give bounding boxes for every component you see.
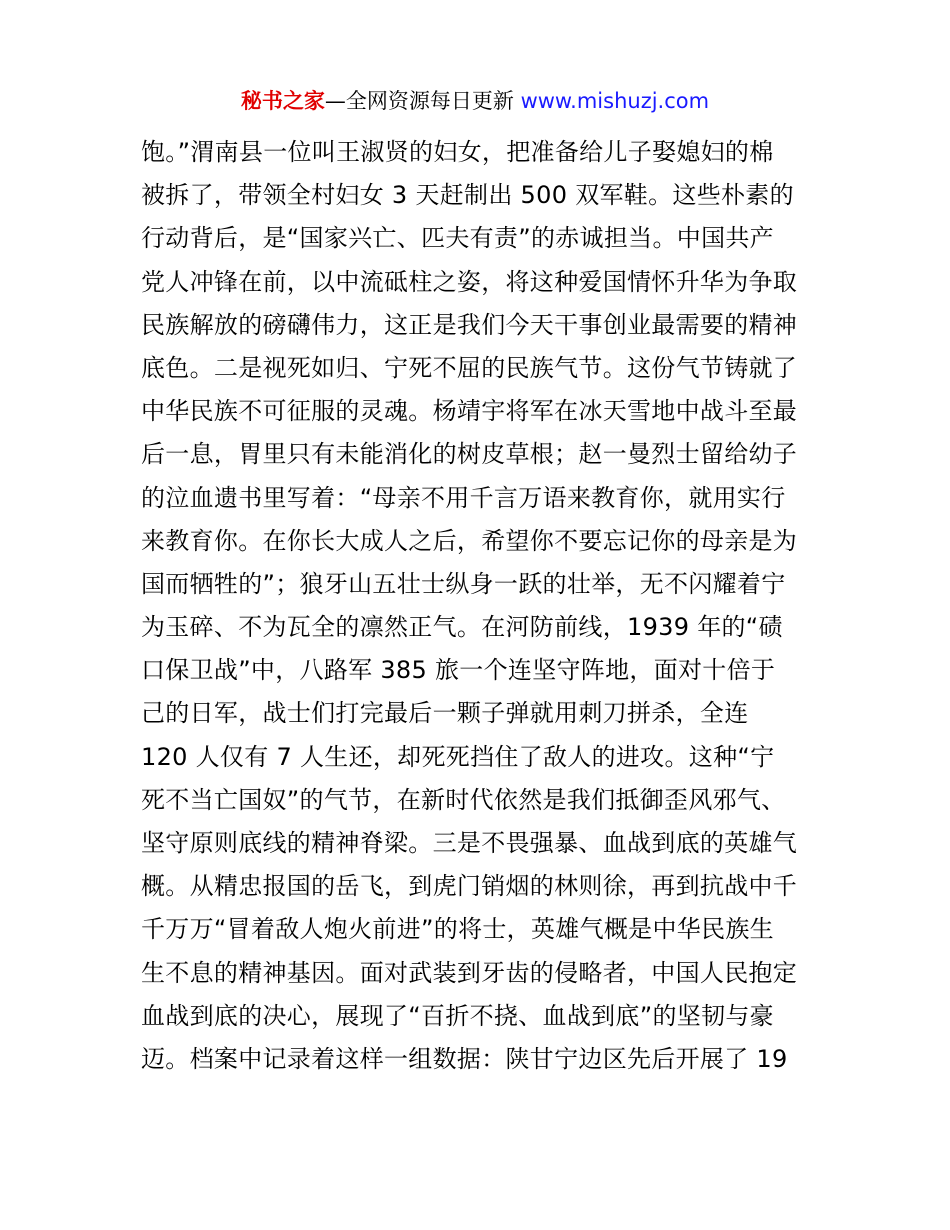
body-line: 口保卫战”中，八路军 385 旅一个连坚守阵地，面对十倍于	[141, 656, 776, 685]
body-line: 死不当亡国奴”的气节，在新时代依然是我们抵御歪风邪气、	[141, 785, 786, 814]
body-line: 千万万“冒着敌人炮火前进”的将士，英雄气概是中华民族生	[141, 915, 774, 944]
body-line: 生不息的精神基因。面对武装到牙齿的侵略者，中国人民抱定	[141, 958, 798, 987]
body-line: 120 人仅有 7 人生还，却死死挡住了敌人的进攻。这种“宁	[141, 742, 775, 771]
page-header	[0, 86, 950, 116]
body-line: 国而牺牲的”；狼牙山五壮士纵身一跃的壮举，无不闪耀着宁	[141, 569, 786, 598]
body-line: 党人冲锋在前，以中流砥柱之姿，将这种爱国情怀升华为争取	[141, 267, 798, 296]
body-line: 概。从精忠报国的岳飞，到虎门销烟的林则徐，再到抗战中千	[141, 872, 798, 901]
body-line: 坚守原则底线的精神脊梁。三是不畏强暴、血战到底的英雄气	[141, 829, 798, 857]
body-line: 民族解放的磅礴伟力，这正是我们今天干事创业最需要的精神	[141, 310, 798, 339]
body-line: 血战到底的决心，展现了“百折不挠、血战到底”的坚韧与豪	[141, 1001, 774, 1030]
header-tagline: —全网资源每日更新	[324, 89, 521, 113]
body-line: 中华民族不可征服的灵魂。杨靖宇将军在冰天雪地中战斗至最	[141, 397, 798, 426]
body-line: 行动背后，是“国家兴亡、匹夫有责”的赤诚担当。中国共产	[141, 224, 774, 253]
body-line: 己的日军，战士们打完最后一颗子弹就用刺刀拼杀，全连	[141, 699, 749, 728]
document-body	[141, 131, 821, 1081]
body-line: 来教育你。在你长大成人之后，希望你不要忘记你的母亲是为	[141, 526, 798, 555]
body-line: 迈。档案中记录着这样一组数据：陕甘宁边区先后开展了 19	[141, 1044, 788, 1073]
body-line: 底色。二是视死如归、宁死不屈的民族气节。这份气节铸就了	[141, 353, 798, 382]
body-line: 后一息，胃里只有未能消化的树皮草根；赵一曼烈士留给幼子	[141, 440, 798, 469]
body-line: 为玉碎、不为瓦全的凛然正气。在河防前线，1939 年的“碛	[141, 613, 783, 642]
body-line: 饱。”渭南县一位叫王淑贤的妇女，把准备给儿子娶媳妇的棉	[141, 138, 774, 166]
body-line: 的泣血遗书里写着：“母亲不用千言万语来教育你，就用实行	[141, 483, 786, 512]
brand-name: 秘书之家	[240, 89, 325, 113]
site-link[interactable]: www.mishuzj.com	[520, 89, 710, 113]
body-line: 被拆了，带领全村妇女 3 天赶制出 500 双军鞋。这些朴素的	[141, 181, 794, 210]
